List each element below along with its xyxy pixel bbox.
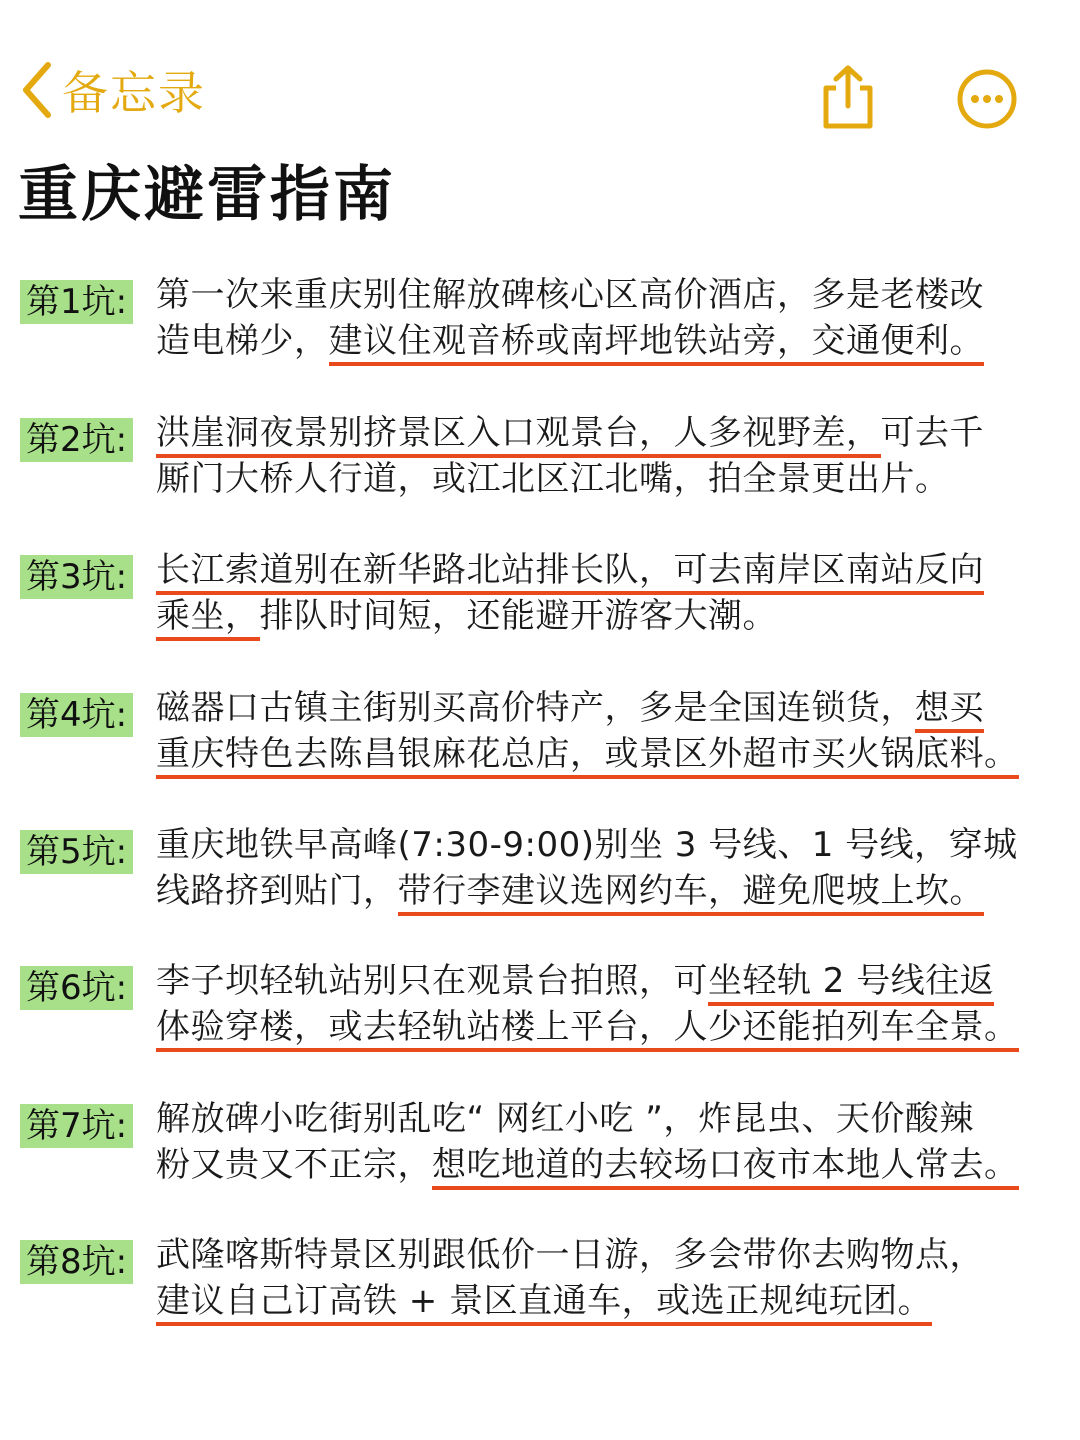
item-text <box>156 410 1036 502</box>
text-segment: 造电梯少， <box>156 321 329 361</box>
item-tag: 第4坑: <box>20 693 133 737</box>
item-tag: 第7坑: <box>20 1104 133 1148</box>
highlight-segment: 想买 <box>915 688 984 733</box>
highlight-segment: 带行李建议选网约车，避免爬坡上坎。 <box>398 871 985 916</box>
text-segment: 可去千 <box>880 413 984 453</box>
item-tag: 第6坑: <box>20 966 133 1010</box>
text-segment: 重庆地铁早高峰(7:30-9:00)别坐 3 号线、1 号线，穿城 <box>156 825 1018 865</box>
highlight-segment: 体验穿楼，或去轻轨站楼上平台，人少还能拍列车全景。 <box>156 1007 1019 1052</box>
back-button[interactable] <box>20 55 206 125</box>
share-icon <box>818 115 878 134</box>
highlight-segment: 坐轻轨 2 号线往返 <box>708 961 994 1006</box>
back-label: 备忘录 <box>62 66 206 120</box>
highlight-segment: 建议自己订高铁 + 景区直通车，或选正规纯玩团。 <box>156 1281 932 1326</box>
text-segment: 线路挤到贴门， <box>156 871 398 911</box>
text-segment: 武隆喀斯特景区别跟低价一日游，多会带你去购物点， <box>156 1235 984 1275</box>
item-text <box>156 685 1036 777</box>
more-button[interactable] <box>956 68 1018 130</box>
highlight-segment: 想吃地道的去较场口夜市本地人常去。 <box>432 1145 1019 1190</box>
item-text <box>156 822 1036 914</box>
text-segment: 厮门大桥人行道，或江北区江北嘴，拍全景更出片。 <box>156 459 950 499</box>
highlight-segment: 洪崖洞夜景别挤景区入口观景台，人多视野差， <box>156 413 881 458</box>
text-segment: 解放碑小吃街别乱吃“ 网红小吃 ”，炸昆虫、天价酸辣 <box>156 1099 974 1139</box>
item-tag: 第3坑: <box>20 555 133 599</box>
item-text <box>156 547 1036 639</box>
highlight-segment: 建议住观音桥或南坪地铁站旁，交通便利。 <box>329 321 985 366</box>
share-button[interactable] <box>818 64 878 130</box>
item-tag: 第5坑: <box>20 830 133 874</box>
highlight-segment: 乘坐， <box>156 596 260 641</box>
item-tag: 第8坑: <box>20 1240 133 1284</box>
text-segment: 粉又贵又不正宗， <box>156 1145 432 1185</box>
item-tag: 第1坑: <box>20 280 133 324</box>
text-segment: 第一次来重庆别住解放碑核心区高价酒店，多是老楼改 <box>156 275 984 315</box>
page-title: 重庆避雷指南 <box>18 160 396 230</box>
highlight-segment: 重庆特色去陈昌银麻花总店，或景区外超市买火锅底料。 <box>156 734 1019 779</box>
item-text <box>156 1096 1036 1188</box>
item-text <box>156 272 1036 364</box>
back-chevron-icon <box>20 61 54 119</box>
highlight-segment: 长江索道别在新华路北站排长队，可去南岸区南站反向 <box>156 550 984 595</box>
text-segment: 磁器口古镇主街别买高价特产，多是全国连锁货， <box>156 688 915 728</box>
item-text <box>156 1232 1036 1324</box>
navigation-bar <box>0 0 1080 150</box>
text-segment: 排队时间短，还能避开游客大潮。 <box>259 596 777 636</box>
more-icon <box>956 115 1018 134</box>
item-text <box>156 958 1036 1050</box>
item-tag: 第2坑: <box>20 418 133 462</box>
text-segment: 李子坝轻轨站别只在观景台拍照，可 <box>156 961 708 1001</box>
